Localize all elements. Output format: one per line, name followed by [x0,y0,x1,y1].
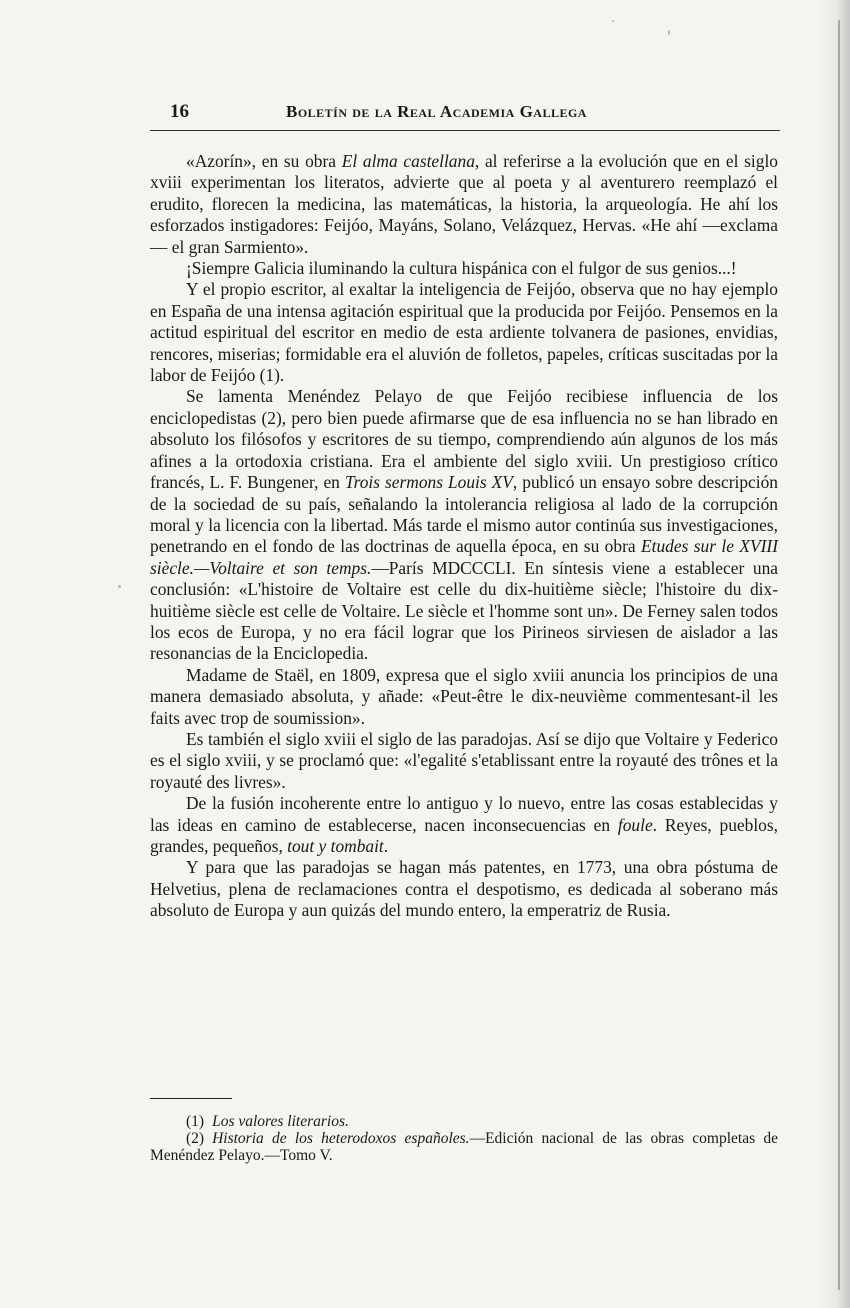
text-run: Y para que las paradojas se hagan más patentes, en 1773, una obra póstuma de Helvetius, plena de reclamaciones contra el despotismo, es dedicada al soberano más absoluto de Europa y aun quizás del mundo entero, la emperatriz de Rusia. [150,857,778,921]
footnote-rule [150,1098,232,1099]
page-edge-line [838,20,840,1290]
italic-text: tout y tombait [287,836,384,856]
page-number: 16 [170,101,189,122]
paragraph [150,279,778,386]
paragraph [150,258,778,279]
scan-speck [118,585,121,588]
footnote [150,1130,778,1164]
paragraph [150,386,778,664]
italic-text: Trois sermons Louis XV [344,472,513,493]
text-run: De la fusión incoherente entre lo antiguo y lo nuevo, entre las cosas establecidas y las ideas en camino de establecerse, nacen inconsecuencias en [150,793,778,835]
paragraph [150,729,778,793]
text-run: ¡Siempre Galicia iluminando la cultura hispánica con el fulgor de sus genios...! [186,258,737,279]
paragraph [150,857,778,921]
text-run: , publicó un ensayo sobre descripción de la sociedad de su país, señalando la intolerancia religiosa al lado de la corrupción moral y la licencia con la libertad. Más tarde el mismo autor continúa sus investigaciones, penetrando en el fondo de las doctrinas de aquella época, en su obra [150,472,778,557]
header-rule [150,130,780,131]
text-run: . Reyes, pueblos, grandes, pequeños, [150,814,778,856]
footnotes [150,1113,778,1164]
text-run: —París MDCCCLI. En síntesis viene a establecer una conclusión: «L'histoire de Voltaire est celle du dix-huitième siècle; l'histoire du dix-huitième siècle est celle de Voltaire. Le siècle et l'homme sont un». De Ferney salen todos los ecos de Europa, y no era fácil lograr que los Pirineos sirviesen de aislador a las resonancias de la Enciclopedia. [150,557,778,664]
text-run: Madame de Staël, en 1809, expresa que el siglo xviii anuncia los principios de una manera demasiado absoluta, y añade: «Peut-être le dix-neuvième commentesant-il les faits avec trop de soumission». [150,664,778,728]
text-run: Se lamenta Menéndez Pelayo de que Feijóo recibiese influencia de los enciclopedistas (2), pero bien puede afirmarse que de esa influencia no se han librado en absoluto los filósofos y escritores de su tiempo, comprendiendo aún algunos de los más afines a la ortodoxia cristiana. Era el ambiente del siglo xviii. Un prestigioso crítico francés, L. F. Bungener, en [150,386,778,493]
italic-text: El alma castellana [341,151,475,171]
text-run: , al referirse a la evolución que en el siglo xviii experimentan los literatos, advierte que al poeta y al aventurero reemplazó el erudito, florecen la medicina, las matemáticas, la historia, la arqueología. He ahí los esforzados instigadores: Feijóo, Mayáns, Solano, Velázquez, Hervas. «He ahí —exclama— el gran Sarmiento». [150,151,778,257]
paragraph [150,665,778,729]
footnote-text: —Edición nacional de las obras completas de Menéndez Pelayo.—Tomo V. [150,1130,778,1164]
running-title: Boletín de la Real Academia Gallega [286,102,587,121]
italic-text: Etudes sur le XVIII siècle.—Voltaire et son temps. [150,536,779,578]
italic-text: foule [617,814,653,835]
footnote-mark: (2) [186,1130,205,1147]
page-edge-shadow [820,0,850,1308]
scan-speck [612,20,614,22]
scan-speck [668,30,670,35]
paragraph [150,151,778,258]
footnote-title: Los valores literarios. [212,1113,349,1130]
text-run: Y el propio escritor, al exaltar la inteligencia de Feijóo, observa que no hay ejemplo en España de una intensa agitación espiritual que la producida por Feijóo. Pensemos en la actitud espiritual del escritor en medio de esta ardiente tolvanera de pasiones, envidias, rencores, miserias; formidable era el aluvión de folletos, papeles, críticas suscitadas por la labor de Feijóo (1). [150,279,778,386]
page-header [150,101,780,127]
footnote-mark: (1) [186,1113,205,1130]
text-run: Es también el siglo xviii el siglo de las paradojas. Así se dijo que Voltaire y Federico es el siglo xviii, y se proclamó que: «l'egalité s'etablissant entre la royauté des trônes et la royauté des livres». [150,728,778,792]
body-text [150,151,778,922]
footnote [150,1113,778,1130]
text-run: «Azorín», en su obra [186,151,342,171]
footnote-title: Historia de los heterodoxos españoles. [212,1130,470,1147]
paragraph [150,793,778,857]
text-run: . [383,836,389,856]
